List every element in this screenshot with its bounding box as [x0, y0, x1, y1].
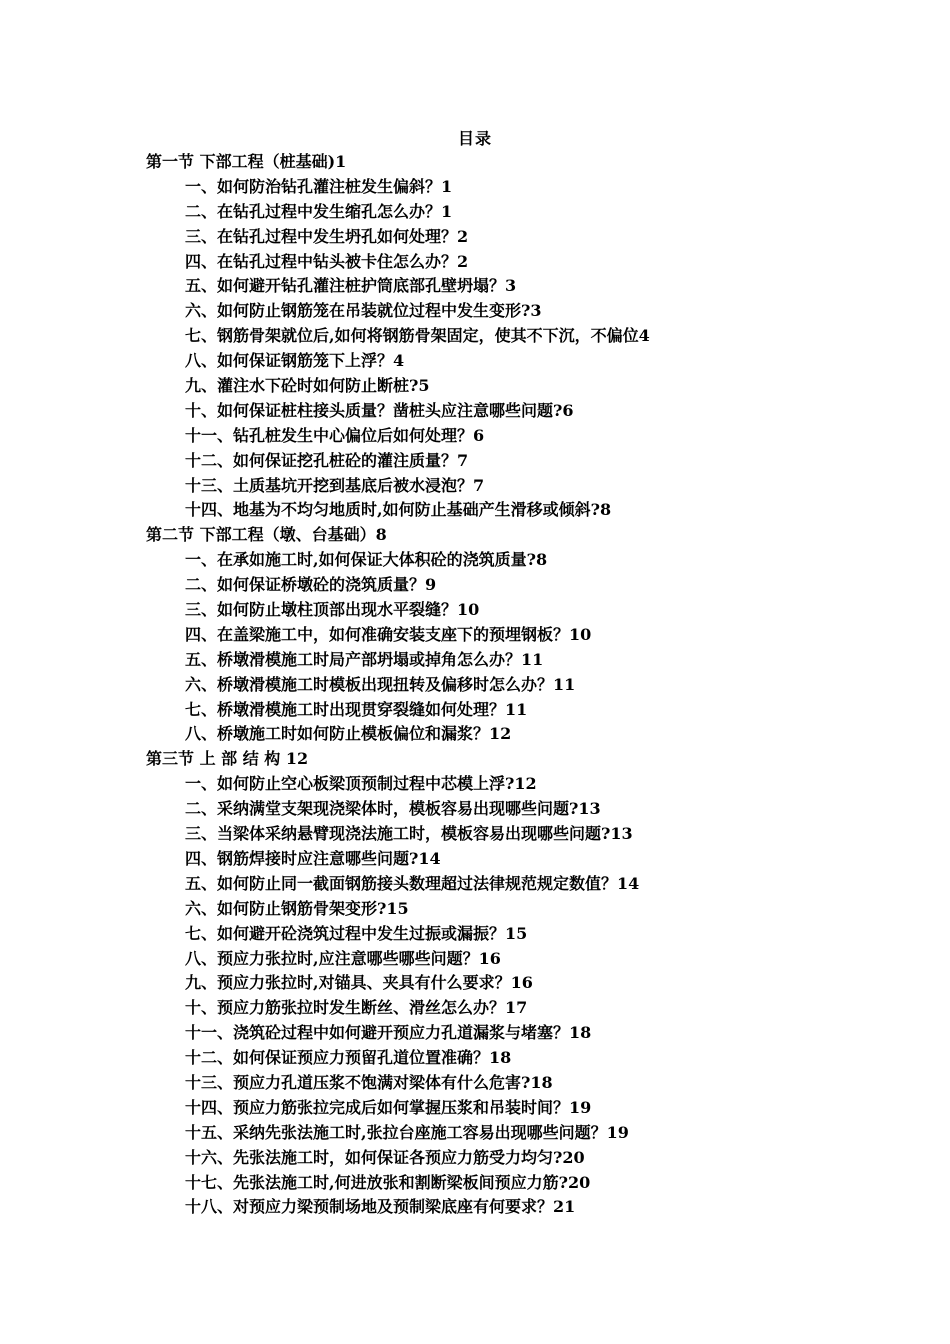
toc-entry[interactable]: 四、在钻孔过程中钻头被卡住怎么办？2 — [185, 251, 469, 271]
toc-entry[interactable]: 五、桥墩滑模施工时局产部坍塌或掉角怎么办？11 — [185, 649, 544, 669]
toc-entry[interactable]: 十四、地基为不均匀地质时,如何防止基础产生滑移或倾斜?8 — [185, 500, 612, 520]
toc-entry[interactable]: 十八、对预应力梁预制场地及预制梁底座有何要求？21 — [185, 1197, 576, 1217]
toc-entry[interactable]: 十一、浇筑砼过程中如何避开预应力孔道漏浆与堵塞？18 — [185, 1023, 592, 1043]
toc-entry[interactable]: 十三、土质基坑开挖到基底后被水浸泡？7 — [185, 475, 485, 495]
toc-entry[interactable]: 八、预应力张拉时,应注意哪些哪些问题？16 — [185, 948, 501, 968]
toc-entry[interactable]: 七、如何避开砼浇筑过程中发生过振或漏振？15 — [185, 923, 528, 943]
toc-entry[interactable]: 六、如何防止钢筋笼在吊装就位过程中发生变形?3 — [185, 301, 542, 321]
toc-entry[interactable]: 三、当梁体采纳悬臂现浇法施工时，模板容易出现哪些问题?13 — [185, 824, 633, 844]
toc-entry[interactable]: 六、如何防止钢筋骨架变形?15 — [185, 898, 409, 918]
toc-entry[interactable]: 四、在盖梁施工中，如何准确安装支座下的预埋钢板？10 — [185, 624, 592, 644]
toc-entry[interactable]: 五、如何避开钻孔灌注桩护筒底部孔壁坍塌？3 — [185, 276, 517, 296]
toc-entry[interactable]: 五、如何防止同一截面钢筋接头数理超过法律规范规定数值？14 — [185, 873, 640, 893]
toc-entry[interactable]: 十一、钻孔桩发生中心偏位后如何处理？6 — [185, 425, 485, 445]
toc-entry[interactable]: 十六、先张法施工时，如何保证各预应力筋受力均匀?20 — [185, 1147, 585, 1167]
toc-entry[interactable]: 二、如何保证桥墩砼的浇筑质量？9 — [185, 575, 437, 595]
toc-entry[interactable]: 十、如何保证桩柱接头质量？凿桩头应注意哪些问题?6 — [185, 400, 574, 420]
toc-entry[interactable]: 二、在钻孔过程中发生缩孔怎么办？1 — [185, 201, 453, 221]
toc-entry[interactable]: 二、采纳满堂支架现浇梁体时，模板容易出现哪些问题?13 — [185, 799, 601, 819]
toc-section-heading[interactable]: 第二节 下部工程（墩、台基础）8 — [146, 525, 387, 545]
toc-entry[interactable]: 九、灌注水下砼时如何防止断桩?5 — [185, 376, 430, 396]
toc-section-heading[interactable]: 第一节 下部工程（桩基础)1 — [146, 152, 347, 171]
toc-entry[interactable]: 七、桥墩滑模施工时出现贯穿裂缝如何处理？11 — [185, 699, 528, 719]
toc-entry[interactable]: 十三、预应力孔道压浆不饱满对梁体有什么危害?18 — [185, 1072, 553, 1092]
toc-entry[interactable]: 一、在承如施工时,如何保证大体积砼的浇筑质量?8 — [185, 550, 548, 570]
toc-entry[interactable]: 七、钢筋骨架就位后,如何将钢筋骨架固定，使其不下沉，不偏位4 — [185, 326, 650, 346]
toc-entry[interactable]: 十五、采纳先张法施工时,张拉台座施工容易出现哪些问题？19 — [185, 1122, 629, 1142]
toc-list — [146, 150, 866, 1220]
toc-entry[interactable]: 八、桥墩施工时如何防止模板偏位和漏浆？12 — [185, 724, 512, 744]
toc-entry[interactable]: 三、在钻孔过程中发生坍孔如何处理？2 — [185, 226, 469, 246]
toc-section-heading[interactable]: 第三节 上 部 结 构 12 — [146, 749, 309, 769]
toc-entry[interactable]: 六、桥墩滑模施工时模板出现扭转及偏移时怎么办？11 — [185, 674, 576, 694]
toc-entry[interactable]: 九、预应力张拉时,对锚具、夹具有什么要求？16 — [185, 973, 533, 993]
toc-entry[interactable]: 十、预应力筋张拉时发生断丝、滑丝怎么办？17 — [185, 998, 528, 1018]
toc-entry[interactable]: 十七、先张法施工时,何进放张和割断梁板间预应力筋?20 — [185, 1172, 591, 1192]
toc-entry[interactable]: 八、如何保证钢筋笼下上浮？4 — [185, 351, 405, 371]
toc-entry[interactable]: 一、如何防治钻孔灌注桩发生偏斜？1 — [185, 176, 453, 196]
toc-title: 目录 — [457, 129, 492, 148]
toc-entry[interactable]: 四、钢筋焊接时应注意哪些问题?14 — [185, 848, 441, 868]
toc-entry[interactable]: 十二、如何保证挖孔桩砼的灌注质量？7 — [185, 450, 469, 470]
toc-entry[interactable]: 十四、预应力筋张拉完成后如何掌握压浆和吊装时间？19 — [185, 1097, 592, 1117]
toc-entry[interactable]: 三、如何防止墩柱顶部出现水平裂缝？10 — [185, 600, 480, 620]
toc-entry[interactable]: 十二、如何保证预应力预留孔道位置准确？18 — [185, 1048, 512, 1068]
toc-entry[interactable]: 一、如何防止空心板梁顶预制过程中芯模上浮?12 — [185, 774, 537, 794]
